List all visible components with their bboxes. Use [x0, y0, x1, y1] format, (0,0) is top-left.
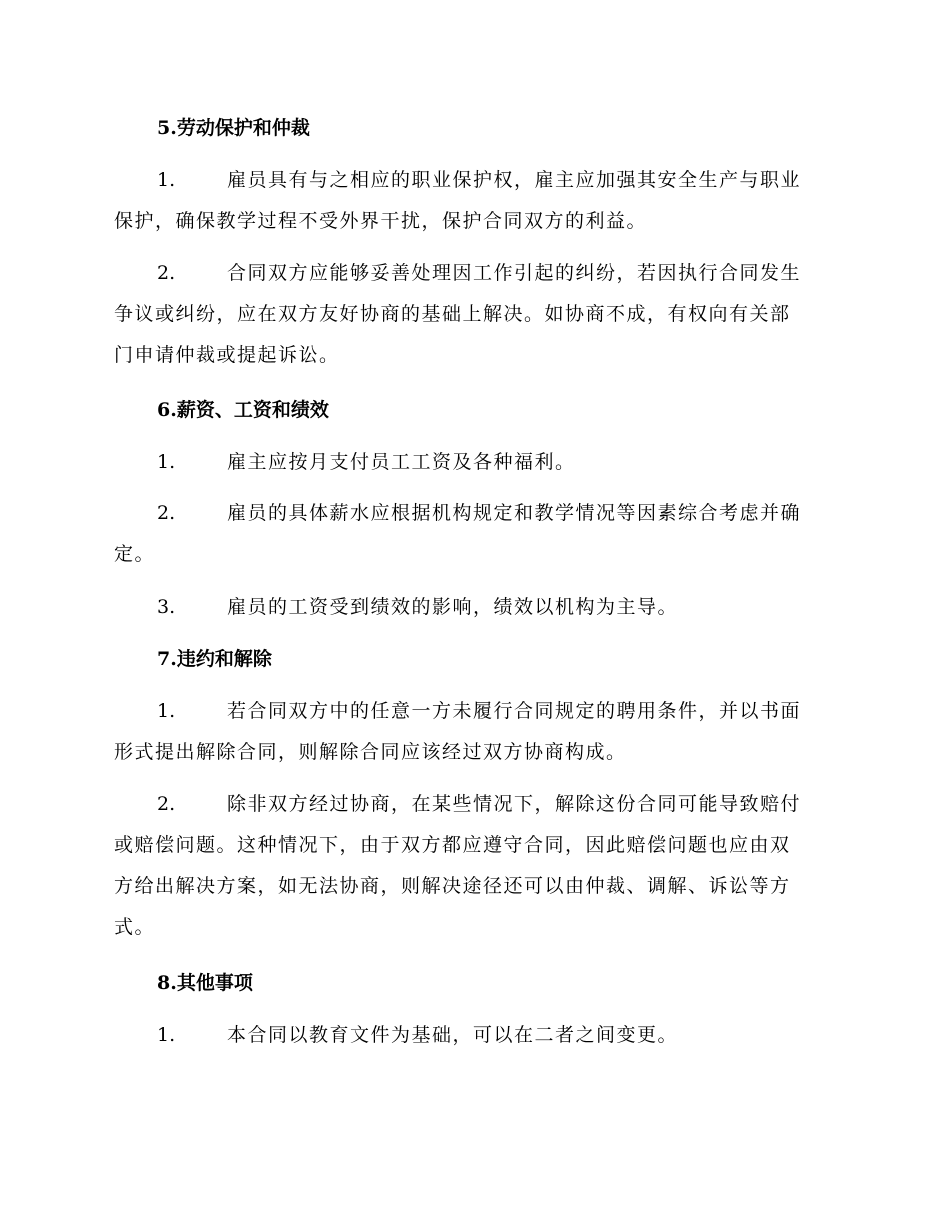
section-heading-6: 6.薪资、工资和绩效 [157, 399, 329, 421]
clause-line: 门申请仲裁或提起诉讼。 [114, 344, 340, 366]
clause-line [114, 594, 836, 635]
clause-6-2 [114, 500, 836, 582]
clause-number: 1. [157, 700, 176, 722]
clause-line [114, 449, 836, 490]
clause-number: 3. [157, 596, 176, 618]
clause-line [114, 500, 836, 541]
clause-line: 或赔偿问题。这种情况下，由于双方都应遵守合同，因此赔偿问题也应由双 [114, 834, 791, 856]
clause-text: 合同双方应能够妥善处理因工作引起的纠纷，若因执行合同发生 [227, 262, 802, 284]
clause-line [114, 260, 836, 301]
clause-line [114, 1022, 836, 1063]
clause-number: 1. [157, 451, 176, 473]
clause-number: 2. [157, 793, 176, 815]
clause-text: 雇主应按月支付员工工资及各种福利。 [227, 451, 576, 473]
section-heading-5: 5.劳动保护和仲裁 [157, 117, 310, 139]
clause-6-1 [114, 449, 836, 490]
clause-line [114, 698, 836, 739]
clause-number: 2. [157, 262, 176, 284]
clause-number: 1. [157, 169, 176, 191]
clause-line: 形式提出解除合同，则解除合同应该经过双方协商构成。 [114, 741, 627, 763]
clause-number: 2. [157, 502, 176, 524]
clause-line: 保护，确保教学过程不受外界干扰，保护合同双方的利益。 [114, 210, 648, 232]
clause-5-1 [114, 167, 836, 249]
clause-text: 雇员的具体薪水应根据机构规定和教学情况等因素综合考虑并确 [227, 502, 802, 524]
clause-line: 方给出解决方案，如无法协商，则解决途径还可以由仲裁、调解、诉讼等方 [114, 875, 791, 897]
section-heading-8: 8.其他事项 [157, 972, 253, 994]
section-heading-7: 7.违约和解除 [157, 648, 272, 670]
clause-8-1 [114, 1022, 836, 1063]
clause-text: 雇员具有与之相应的职业保护权，雇主应加强其安全生产与职业 [227, 169, 802, 191]
clause-7-2 [114, 791, 836, 955]
clause-7-1 [114, 698, 836, 780]
clause-text: 本合同以教育文件为基础，可以在二者之间变更。 [227, 1024, 679, 1046]
clause-text: 雇员的工资受到绩效的影响，绩效以机构为主导。 [227, 596, 679, 618]
clause-text: 除非双方经过协商，在某些情况下，解除这份合同可能导致赔付 [227, 793, 802, 815]
clause-line: 式。 [114, 916, 156, 938]
clause-text: 若合同双方中的任意一方未履行合同规定的聘用条件，并以书面 [227, 700, 802, 722]
clause-line [114, 167, 836, 208]
clause-line: 定。 [114, 543, 156, 565]
clause-5-2 [114, 260, 836, 383]
clause-number: 1. [157, 1024, 176, 1046]
clause-6-3 [114, 594, 836, 635]
clause-line [114, 791, 836, 832]
clause-line: 争议或纠纷，应在双方友好协商的基础上解决。如协商不成，有权向有关部 [114, 303, 791, 325]
